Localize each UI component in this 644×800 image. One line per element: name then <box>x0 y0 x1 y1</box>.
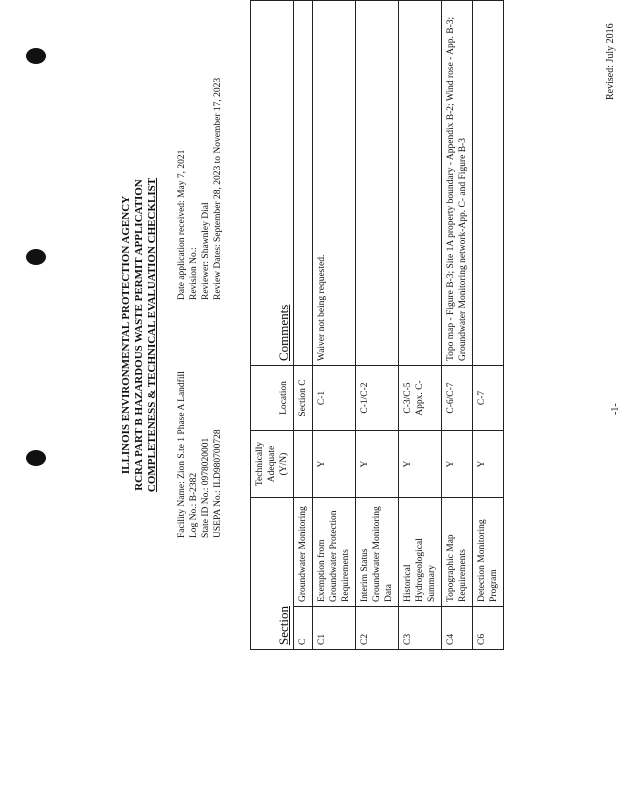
row-adequate: Y <box>399 431 442 498</box>
review-dates: Review Dates: September 28, 2023 to November 17, 2023 <box>213 77 223 300</box>
row-section-id: C3 <box>399 607 442 650</box>
facility-info <box>176 371 224 538</box>
row-section-name: Detection Monitoring Program <box>473 498 504 607</box>
title-checklist: COMPLETENESS & TECHNICAL EVALUATION CHECKLIST <box>146 177 158 493</box>
revision-number: Revision No.: <box>189 247 199 300</box>
reviewer: Reviewer: Shawnley Dial <box>201 202 211 300</box>
title-agency: ILLINOIS ENVIRONMENTAL PROTECTION AGENCY <box>120 195 132 475</box>
state-id: State ID No.: 0978020001 <box>201 437 211 538</box>
row-adequate: Y <box>473 431 504 498</box>
row-section-id: C2 <box>356 607 399 650</box>
title-application: RCRA PART B HAZARDOUS WASTE PERMIT APPLICATION <box>133 179 145 491</box>
row-location: C-7 <box>473 366 504 431</box>
row-comment: Topo map - Figure B-3; Site 1A property boundary - Appendix B-2; Wind rose - App. B-3; Groundwater Monitoring network-App. C- and Figure B-3 <box>442 1 473 366</box>
row-section-id: C1 <box>313 607 356 650</box>
evaluation-checklist-table <box>250 0 504 650</box>
row-location: Section C <box>294 366 313 431</box>
row-section-id: C6 <box>473 607 504 650</box>
row-location: C-3/C-5 Appx. C- <box>399 366 442 431</box>
row-section-name: Groundwater Monitoring <box>294 498 313 607</box>
document-title <box>120 145 159 525</box>
row-location: C-1/C-2 <box>356 366 399 431</box>
row-section-id: C4 <box>442 607 473 650</box>
usepa-number: USEPA No.: ILD980700728 <box>213 429 223 538</box>
table-row <box>442 1 473 650</box>
table-row <box>313 1 356 650</box>
row-comment <box>399 1 442 366</box>
table-row <box>399 1 442 650</box>
table-row <box>294 1 313 650</box>
page-number: -1- <box>610 403 621 415</box>
row-section-name: Exemption from Groundwater Protection Requirements <box>313 498 356 607</box>
row-location: C-6/C-7 <box>442 366 473 431</box>
row-comment <box>473 1 504 366</box>
date-received: Date application received: May 7, 2021 <box>177 149 187 300</box>
revised-date: Revised: July 2016 <box>605 23 616 100</box>
table-header-row <box>251 1 294 650</box>
row-adequate: Y <box>442 431 473 498</box>
row-adequate: Y <box>313 431 356 498</box>
row-section-name: Historical Hydrogeological Summary <box>399 498 442 607</box>
header-comments: Comments <box>251 1 294 366</box>
row-section-id: C <box>294 607 313 650</box>
review-info <box>176 0 224 300</box>
facility-name: Facility Name: Zion S.te 1 Phase A Landfill <box>177 371 187 538</box>
log-number: Log No.: B-2382 <box>189 472 199 538</box>
row-adequate <box>294 431 313 498</box>
header-location: Location <box>251 366 294 431</box>
row-section-name: Topographic Map Requirements <box>442 498 473 607</box>
row-comment <box>356 1 399 366</box>
header-technically-adequate: Technically Adequate (Y/N) <box>251 431 294 498</box>
row-comment <box>294 1 313 366</box>
row-section-name: Interim Status Groundwater Monitoring Data <box>356 498 399 607</box>
row-adequate: Y <box>356 431 399 498</box>
row-location: C-1 <box>313 366 356 431</box>
row-comment: Waiver not being requested. <box>313 1 356 366</box>
table-row <box>356 1 399 650</box>
header-section: Section <box>251 498 294 650</box>
table-row <box>473 1 504 650</box>
